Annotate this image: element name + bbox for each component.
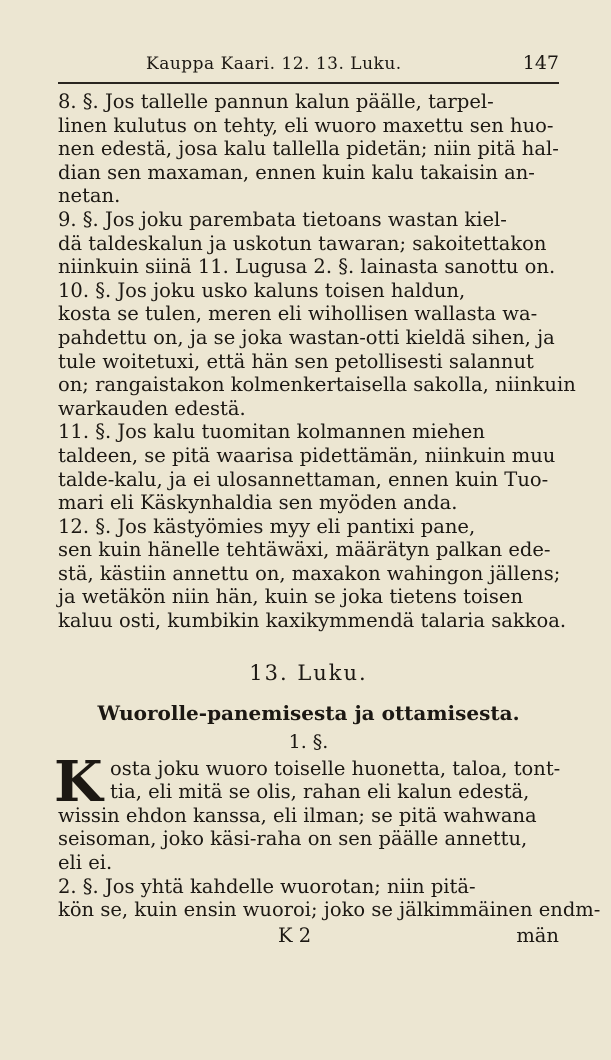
text-block-chapter-13 (58, 803, 601, 922)
text-line: talde-kalu, ja ei ulosannettaman, ennen kuin Tuo- (58, 467, 549, 491)
first-paragraph (54, 748, 601, 922)
text-line: tia, eli mitä se olis, rahan eli kalun edestä, (110, 780, 530, 804)
text-line: dian sen maxaman, ennen kuin kalu takaisin an- (58, 160, 535, 184)
text-line: 9. §. Jos joku parembata tietoans wastan kiel- (58, 207, 507, 231)
running-title: Kauppa Kaari. 12. 13. Luku. (146, 54, 402, 74)
text-line: netan. (58, 184, 121, 208)
text-line: 11. §. Jos kalu tuomitan kolmannen miehen (58, 420, 485, 444)
text-line: eli ei. (58, 851, 113, 875)
catchline (58, 924, 559, 947)
text-line: stä, kästiin annettu on, maxakon wahingon jällens; (58, 561, 561, 585)
page-number: 147 (522, 52, 559, 74)
text-line: 10. §. Jos joku usko kaluns toisen haldun, (58, 278, 466, 302)
chapter-heading: 13. Luku. (249, 660, 368, 685)
catchword: män (516, 923, 559, 947)
text-line: 8. §. Jos tallelle pannun kalun päälle, tarpel- (58, 90, 494, 113)
text-line: mari eli Käskynhaldia sen myöden anda. (58, 491, 458, 515)
text-line: seisoman, joko käsi-raha on sen päälle annettu, (58, 827, 528, 851)
text-line: warkauden edestä. (58, 396, 246, 420)
text-line: ja wetäkön niin hän, kuin se joka tietens toisen (58, 585, 524, 609)
text-line: kön se, kuin ensin wuoroi; joko se jälkimmäinen endm- (58, 898, 601, 922)
text-line: kaluu osti, kumbikin kaxikymmendä talaria sakkoa. (58, 609, 567, 633)
text-line: linen kulutus on tehty, eli wuoro maxettu sen huo- (58, 113, 554, 137)
text-line: 2. §. Jos yhtä kahdelle wuorotan; niin pitä- (58, 874, 476, 898)
page-header (58, 52, 559, 78)
text-line: niinkuin siinä 11. Lugusa 2. §. lainasta sanottu on. (58, 255, 556, 279)
text-line: 12. §. Jos kästyömies myy eli pantixi pane, (58, 514, 476, 538)
text-line: taldeen, se pitä waarisa pidettämän, niinkuin muu (58, 443, 556, 467)
text-line: sen kuin hänelle tehtäwäxi, määrätyn palkan ede- (58, 538, 551, 562)
text-line: tule woitetuxi, että hän sen petollisesti salannut (58, 349, 534, 373)
text-block-chapter-12 (58, 90, 576, 633)
text-line: dä taldeskalun ja uskotun tawaran; sakoitettakon (58, 231, 547, 255)
header-rule (58, 82, 559, 84)
text-line: osta joku wuoro toiselle huonetta, taloa, tont- (110, 756, 561, 780)
text-line: wissin ehdon kanssa, eli ilman; se pitä wahwana (58, 803, 537, 827)
text-line: pahdettu on, ja se joka wastan-otti kieldä sihen, ja (58, 325, 555, 349)
drop-cap-lines (58, 757, 559, 804)
text-line: kosta se tulen, meren eli wihollisen wallasta wa- (58, 302, 538, 326)
paragraph-number: 1. §. (288, 730, 329, 753)
signature-mark: K 2 (278, 923, 312, 947)
text-line: nen edestä, josa kalu tallella pidetän; niin pitä hal- (58, 137, 559, 161)
drop-cap: K (54, 748, 103, 815)
chapter-subtitle: Wuorolle-panemisesta ja ottamisesta. (97, 700, 520, 725)
text-line: on; rangaistakon kolmenkertaisella sakolla, niinkuin (58, 373, 576, 397)
